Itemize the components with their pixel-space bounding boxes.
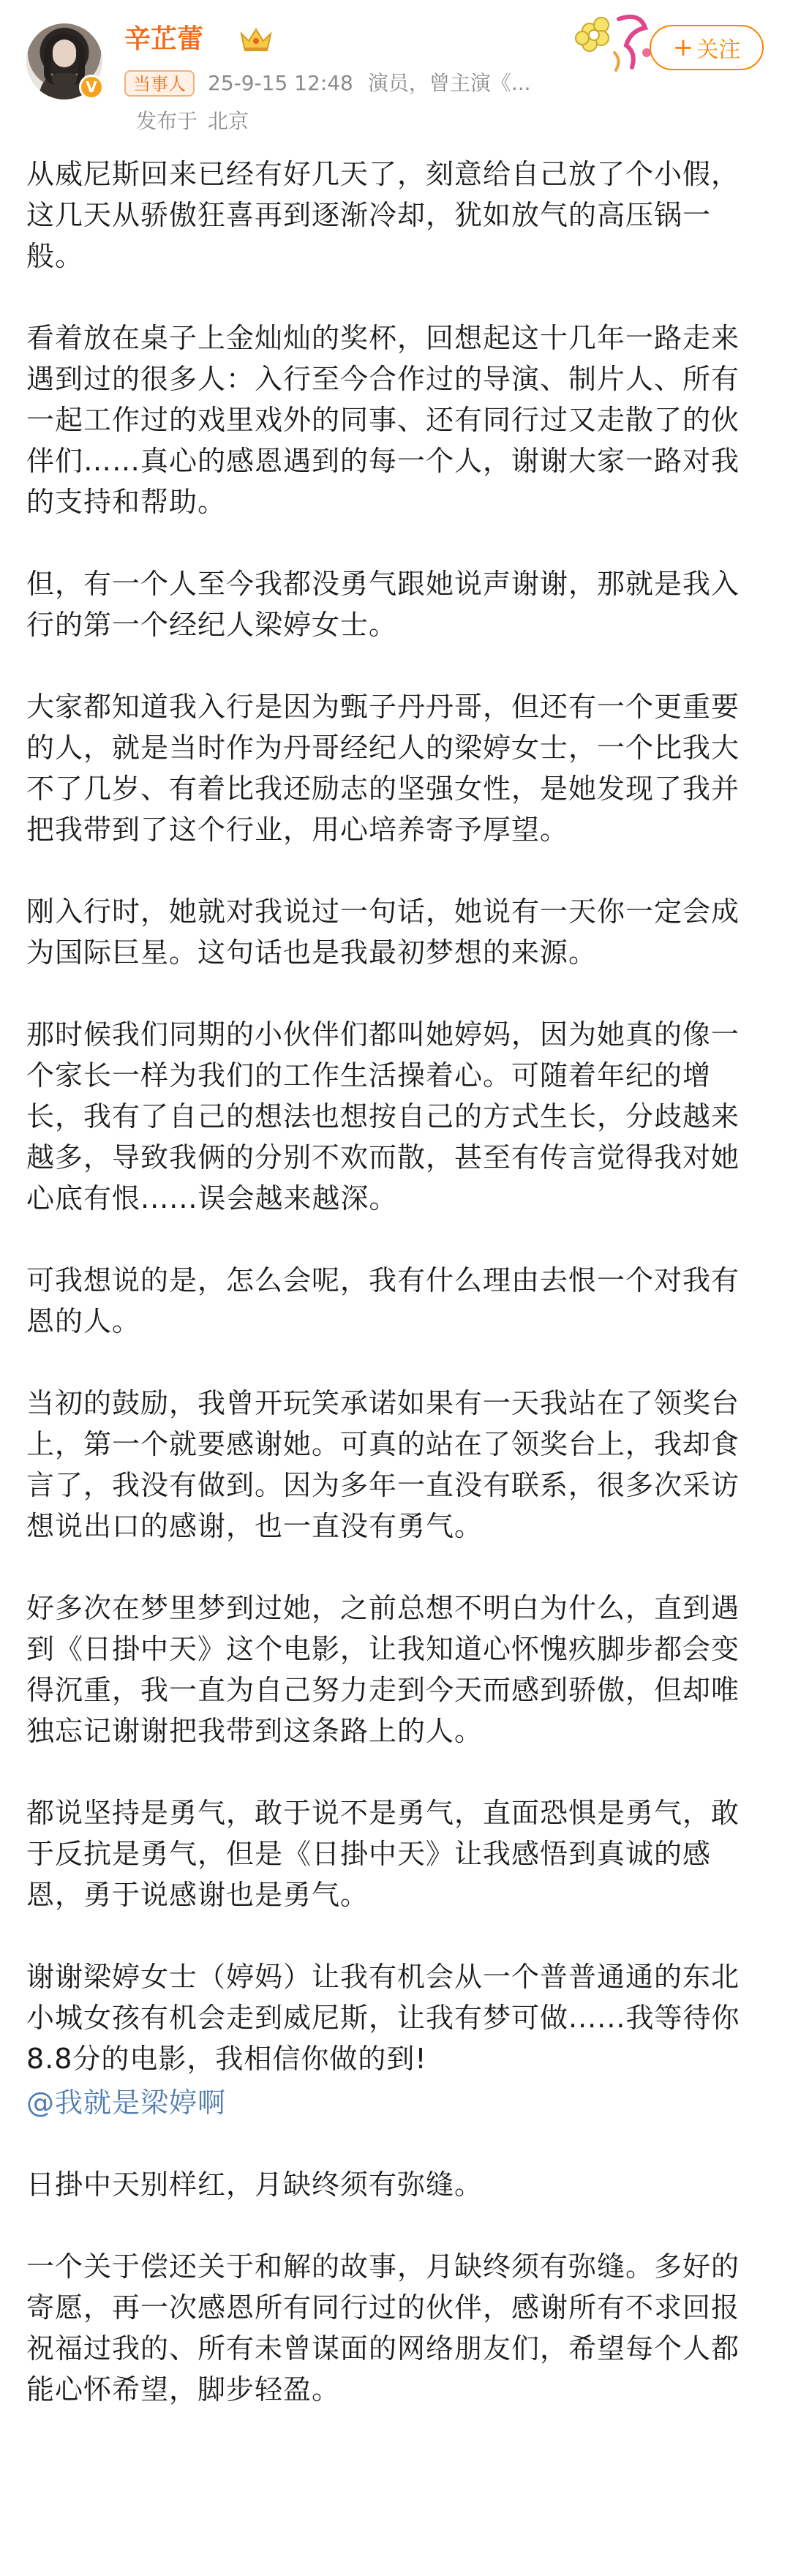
participant-badge: 当事人 xyxy=(124,70,195,97)
follow-button[interactable] xyxy=(650,25,764,70)
location-value: 北京 xyxy=(208,109,249,133)
post-paragraph: 好多次在梦里梦到过她，之前总想不明白为什么，直到遇到《日掛中天》这个电影，让我知道心怀愧疚脚步都会变得沉重，我一直为自己努力走到今天而感到骄傲，但却唯独忘记谢谢把我带到这条路上的人。 xyxy=(26,1592,740,1747)
post-paragraph: 看着放在桌子上金灿灿的奖杯，回想起这十几年一路走来遇到过的很多人：入行至今合作过的导演、制片人、所有一起工作过的戏里戏外的同事、还有同行过又走散了的伙伴们……真心的感恩遇到的每一个人，谢谢大家一路对我的支持和帮助。 xyxy=(26,322,740,518)
plus-icon: + xyxy=(672,33,694,62)
post-paragraph: 那时候我们同期的小伙伴们都叫她婷妈，因为她真的像一个家长一样为我们的工作生活操着心。可随着年纪的增长，我有了自己的想法也想按自己的方式生长，分歧越来越多，导致我俩的分别不欢而散，甚至有传言觉得我对她心底有恨......误会越来越深。 xyxy=(26,1018,740,1214)
post-header xyxy=(0,0,790,146)
decoration-sticker-icon xyxy=(573,9,655,76)
post-meta xyxy=(124,69,531,98)
post-paragraph: 大家都知道我入行是因为甄子丹丹哥，但还有一个更重要的人，就是当时作为丹哥经纪人的梁婷女士，一个比我大不了几岁、有着比我还励志的坚强女性，是她发现了我并把我带到了这个行业，用心培养寄予厚望。 xyxy=(26,691,740,846)
avatar-face-shape xyxy=(53,40,76,67)
location-prefix: 发布于 xyxy=(136,109,198,133)
author-bio: 演员，曾主演《... xyxy=(367,71,531,95)
verified-v-icon: V xyxy=(79,75,104,99)
follow-button-label: 关注 xyxy=(696,37,741,63)
post-paragraph: 可我想说的是，怎么会呢，我有什么理由去恨一个对我有恩的人。 xyxy=(26,1264,740,1337)
post-paragraph: 日掛中天别样红，月缺终须有弥缝。 xyxy=(26,2168,484,2201)
post-paragraph: 从威尼斯回来已经有好几天了，刻意给自己放了个小假，这几天从骄傲狂喜再到逐渐冷却，犹如放气的高压锅一般。 xyxy=(26,158,740,272)
post-paragraph: 刚入行时，她就对我说过一句话，她说有一天你一定会成为国际巨星。这句话也是我最初梦想的来源。 xyxy=(26,895,740,969)
author-name[interactable]: 辛芷蕾 xyxy=(124,24,204,54)
post-body xyxy=(26,154,764,2451)
post-location xyxy=(136,107,259,136)
post-paragraph: 当初的鼓励，我曾开玩笑承诺如果有一天我站在了领奖台上，第一个就要感谢她。可真的站在了领奖台上，我却食言了，我没有做到。因为多年一直没有联系，很多次采访想说出口的感谢，也一直没有勇气。 xyxy=(26,1387,740,1542)
post-closing-paragraph: 谢谢梁婷女士（婷妈）让我有机会从一个普普通通的东北小城女孩有机会走到威尼斯，让我有梦可做......我等待你8.8分的电影，我相信你做的到! xyxy=(26,1961,740,2075)
post-timestamp[interactable]: 25-9-15 12:48 xyxy=(208,71,353,95)
post-paragraph: 但，有一个人至今我都没勇气跟她说声谢谢，那就是我入行的第一个经纪人梁婷女士。 xyxy=(26,568,740,641)
mention-link[interactable]: @我就是梁婷啊 xyxy=(26,2087,227,2119)
post-paragraph: 都说坚持是勇气，敢于说不是勇气，直面恐惧是勇气，敢于反抗是勇气，但是《日掛中天》让我感悟到真诚的感恩，勇于说感谢也是勇气。 xyxy=(26,1797,740,1911)
post-paragraph: 一个关于偿还关于和解的故事，月缺终须有弥缝。多好的寄愿，再一次感恩所有同行过的伙伴，感谢所有不求回报祝福过我的、所有未曾谋面的网络朋友们，希望每个人都能心怀希望，脚步轻盈。 xyxy=(26,2250,740,2406)
crown-icon xyxy=(238,26,274,53)
